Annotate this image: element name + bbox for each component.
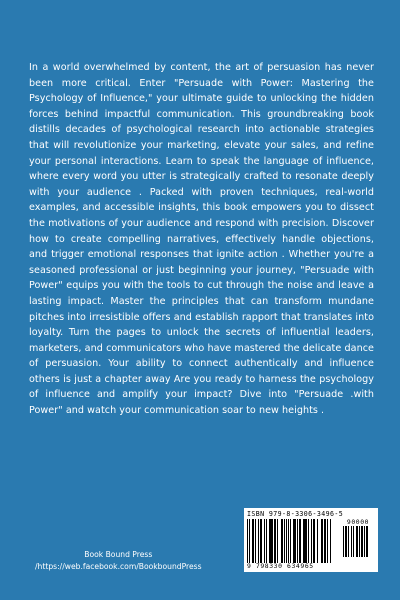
publisher-info	[35, 549, 202, 573]
barcode-digits: 9 798330 634965	[247, 562, 314, 570]
back-cover-blurb: In a world overwhelmed by content, the art of persuasion has never been more critical. Enter "Persuade with Power: Mastering the Psychology of Influence," your ultimate guide to unlocking the hidden forces behind impactful communication. This groundbreaking book distills decades of psychological research into actionable strategies that will revolutionize your marketing, elevate your sales, and refine your personal interactions. Learn to speak the language of influence, where every word you utter is strategically crafted to resonate deeply with your audience . Packed with proven techniques, real-world examples, and accessible insights, this book empowers you to dissect the motivations of your audience and respond with precision. Discover how to create compelling narratives, effectively handle objections, and trigger emotional responses that ignite action . Whether you're a seasoned professional or just beginning your journey, "Persuade with Power" equips you with the tools to cut through the noise and leave a lasting impact. Master the principles that can transform mundane pitches into irresistible offers and establish rapport that translates into loyalty. Turn the pages to unlock the secrets of influential leaders, marketers, and communicators who have mastered the delicate dance of persuasion. Your ability to connect authentically and influence others is just a chapter away Are you ready to harness the psychology of influence and amplify your impact? Dive into "Persuade .with Power" and watch your communication soar to new heights .	[29, 62, 374, 417]
isbn-barcode	[244, 508, 378, 572]
barcode-bars	[247, 519, 339, 563]
publisher-url: /https://web.facebook.com/BookboundPress	[35, 562, 202, 571]
isbn-label: ISBN 979-8-3306-3496-5	[247, 510, 344, 518]
barcode-gap	[331, 519, 332, 563]
addon-barcode-bars	[343, 526, 373, 557]
addon-code: 90000	[346, 518, 370, 526]
publisher-name: Book Bound Press	[84, 550, 153, 559]
barcode-gap	[368, 526, 369, 557]
